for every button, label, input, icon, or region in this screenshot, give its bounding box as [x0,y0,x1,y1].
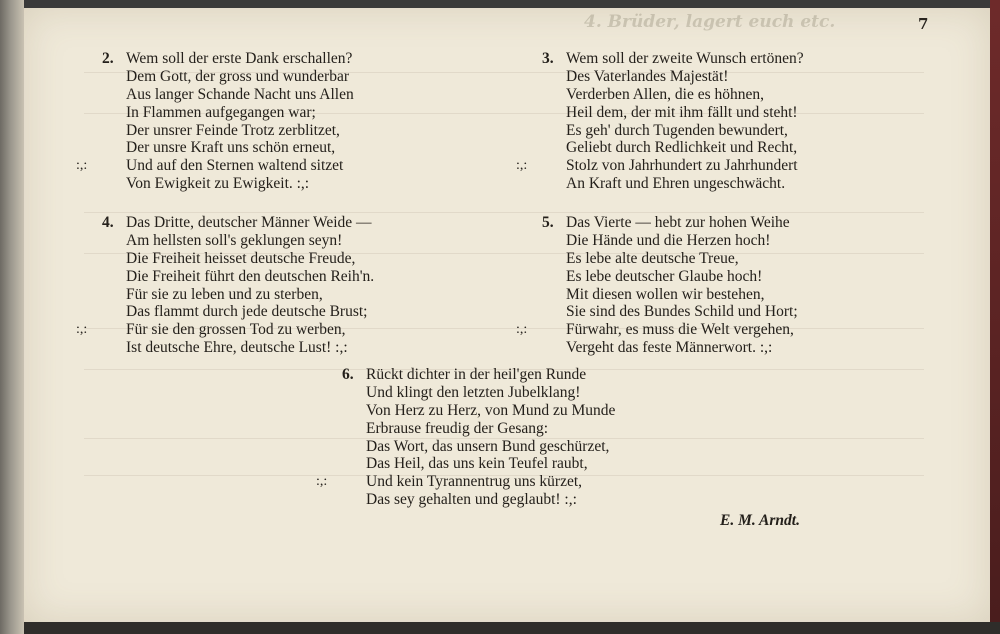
verse-text: Für sie zu leben und zu sterben, [126,285,323,303]
verse-text: Dem Gott, der gross und wunderbar [126,67,349,85]
stanza-number: 4. [102,214,114,231]
verse-line [342,455,615,473]
verse-line [542,214,798,232]
verse-text: Für sie den grossen Tod zu werben, [126,321,346,339]
stanza-number: 3. [542,50,554,67]
verse-line [102,86,354,104]
verse-line [102,122,354,140]
verse-text: Das sey gehalten und geglaubt! :,: [366,491,577,509]
verse-line [76,157,354,175]
verse-text: Es geh' durch Tugenden bewundert, [566,121,788,139]
verse-text: Das Heil, das uns kein Teufel raubt, [366,455,588,473]
verse-text: Der unsrer Feinde Trotz zerblitzet, [126,121,340,139]
author-signature: E. M. Arndt. [720,512,800,529]
verse-line [102,232,374,250]
verse-text: Es lebe deutscher Glaube hoch! [566,267,763,285]
verse-text: Erbrause freudig der Gesang: [366,419,549,437]
verse-line [102,50,354,68]
verse-line [102,339,374,357]
verse-line [76,321,374,339]
verse-text: Mit diesen wollen wir bestehen, [566,285,765,303]
verse-line [342,384,615,402]
verse-line [542,86,804,104]
verse-line [102,250,374,268]
repeat-mark: :,: [76,158,88,174]
book-spine [0,0,24,634]
verse-text: Und kein Tyrannentrug uns kürzet, [366,473,583,491]
verse-text: Das flammt durch jede deutsche Brust; [126,303,368,321]
verse-text: Rückt dichter in der heil'gen Runde [366,366,587,383]
verse-line [102,68,354,86]
verse-line [342,438,615,456]
verse-text: Des Vaterlandes Majestät! [566,67,729,85]
verse-line [316,473,615,491]
book-cover-edge [990,0,1000,622]
verse-text: Sie sind des Bundes Schild und Hort; [566,303,798,321]
verse-line [102,214,374,232]
verse-text: Heil dem, der mit ihm fällt und steht! [566,103,798,121]
verse-line [542,68,804,86]
page-number: 7 [918,15,929,33]
verse-line [542,50,804,68]
verse-text: Das Vierte — hebt zur hohen Weihe [566,214,790,231]
stanza-6 [316,366,616,509]
verse-line [102,268,374,286]
verse-text: Das Wort, das unsern Bund geschürzet, [366,437,610,455]
verse-text: Die Freiheit führt den deutschen Reih'n. [126,267,375,285]
verse-text: An Kraft und Ehren ungeschwächt. [566,175,786,193]
repeat-mark: :,: [516,158,528,174]
verse-line [542,339,798,357]
stanza-number: 2. [102,50,114,67]
verse-line [102,175,354,193]
repeat-mark: :,: [76,322,88,338]
verse-text: Verderben Allen, die es höhnen, [566,85,764,103]
verse-text: Wem soll der zweite Wunsch ertönen? [566,50,804,67]
verse-line [102,303,374,321]
verse-text: Ist deutsche Ehre, deutsche Lust! :,: [126,339,348,357]
verse-text: Und klingt den letzten Jubelklang! [366,383,581,401]
verse-text: Das Dritte, deutscher Männer Weide — [126,214,372,231]
stanza-number: 6. [342,366,354,383]
verse-line [102,104,354,122]
verse-line [542,139,804,157]
verse-line [342,420,615,438]
verse-line [102,139,354,157]
repeat-mark: :,: [516,322,528,338]
verse-line [342,402,615,420]
verse-text: Geliebt durch Redlichkeit und Recht, [566,139,798,157]
verse-line [542,250,798,268]
stanza-3 [516,50,804,193]
verse-text: In Flammen aufgegangen war; [126,103,316,121]
verse-text: Fürwahr, es muss die Welt vergehen, [566,321,794,339]
verse-text: Der unsre Kraft uns schön erneut, [126,139,336,157]
verse-text: Die Freiheit heisset deutsche Freude, [126,249,356,267]
verse-text: Es lebe alte deutsche Treue, [566,249,739,267]
ghost-header: 4. Brüder, lagert euch etc. [584,12,836,32]
verse-text: Am hellsten soll's geklungen seyn! [126,231,343,249]
verse-text: Vergeht das feste Männerwort. :,: [566,339,773,357]
verse-text: Die Hände und die Herzen hoch! [566,231,771,249]
verse-text: Aus langer Schande Nacht uns Allen [126,85,354,103]
book-page [24,8,990,622]
verse-text: Stolz von Jahrhundert zu Jahrhundert [566,157,798,175]
verse-line [542,303,798,321]
verse-line [542,122,804,140]
verse-text: Und auf den Sternen waltend sitzet [126,157,344,175]
verse-line [542,232,798,250]
verse-line [516,157,804,175]
verse-line [102,286,374,304]
book-bottom-edge [24,622,1000,634]
repeat-mark: :,: [316,474,328,490]
verse-line [542,286,798,304]
verse-line [542,175,804,193]
stanza-4 [76,214,375,357]
stanza-number: 5. [542,214,554,231]
verse-text: Wem soll der erste Dank erschallen? [126,50,353,67]
verse-text: Von Ewigkeit zu Ewigkeit. :,: [126,175,310,193]
stanza-2 [76,50,354,193]
verse-line [516,321,798,339]
verse-text: Von Herz zu Herz, von Mund zu Munde [366,401,616,419]
verse-line [342,366,615,384]
stanza-5 [516,214,798,357]
verse-line [342,491,615,509]
verse-line [542,104,804,122]
verse-line [542,268,798,286]
